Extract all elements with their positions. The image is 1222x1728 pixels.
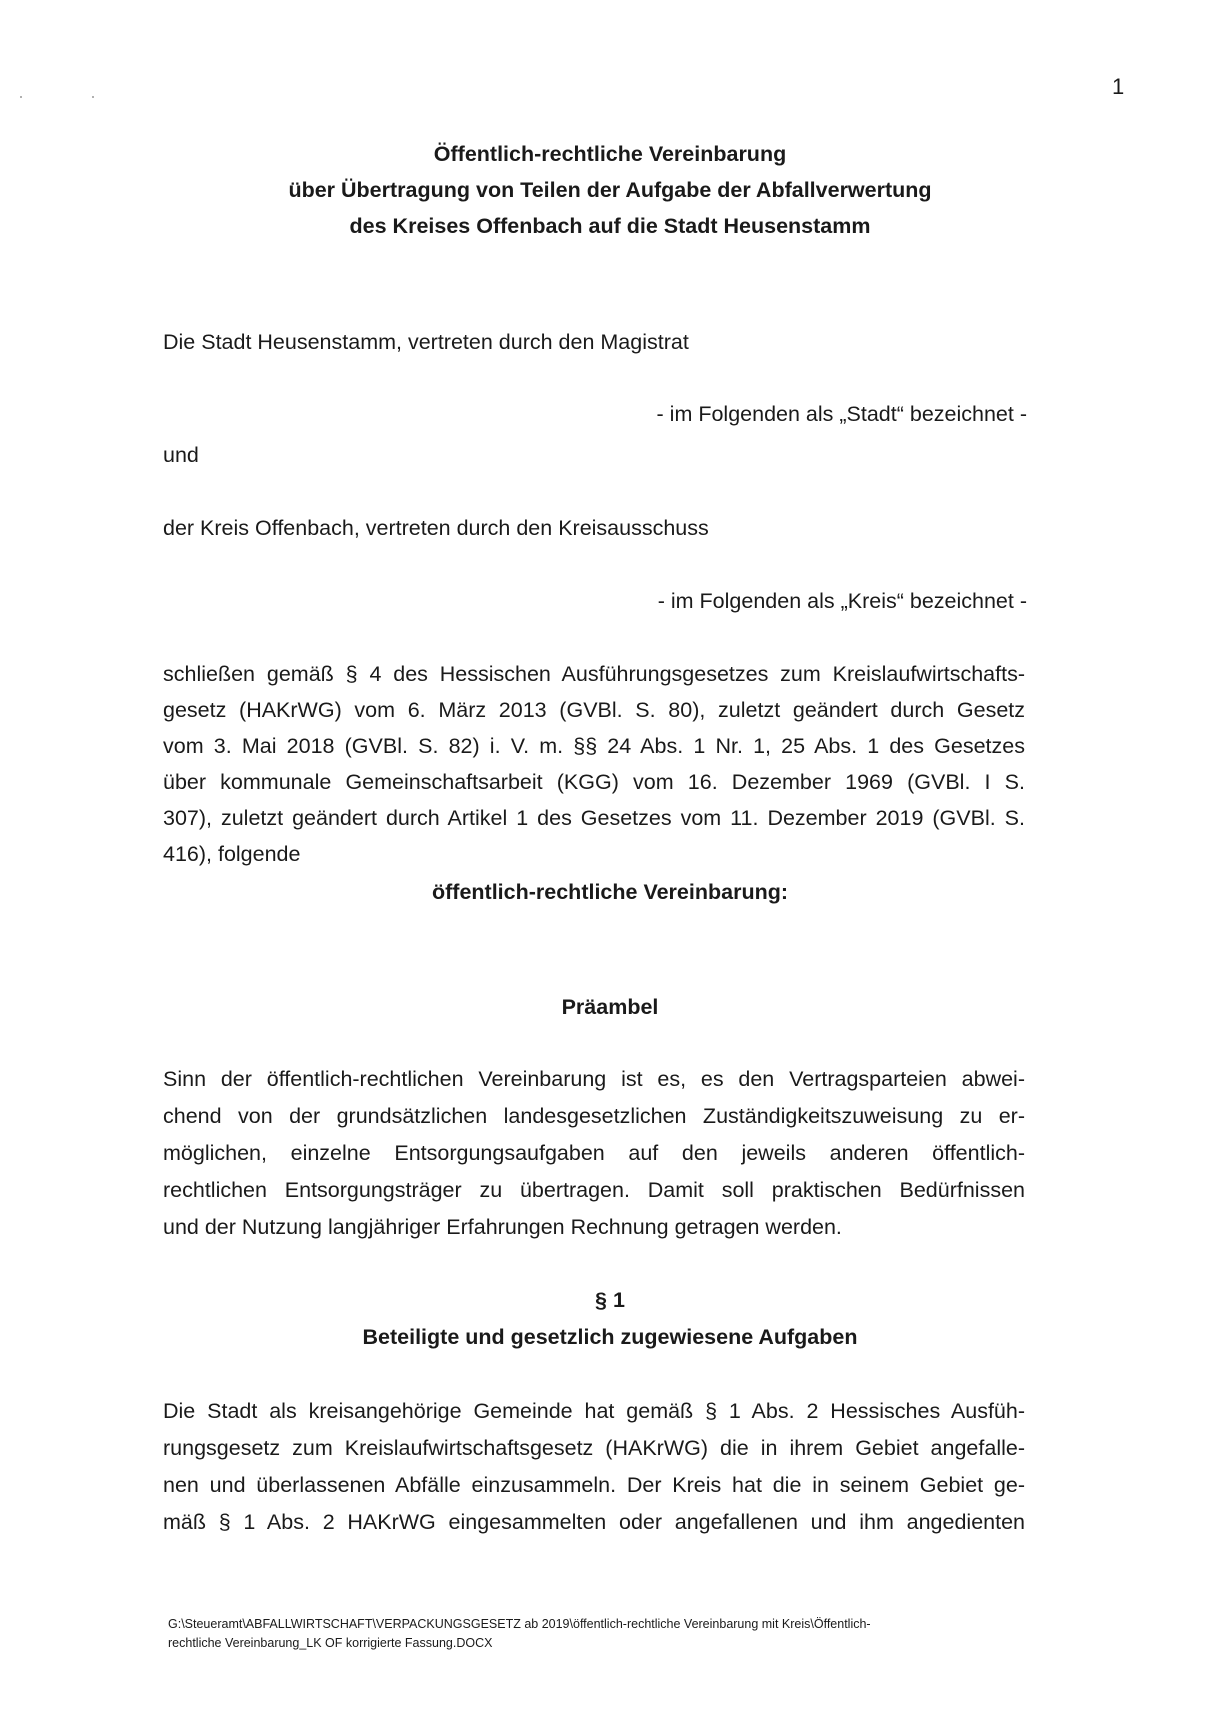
preamble-heading: Präambel [561, 995, 659, 1019]
intro-line: schließen gemäß § 4 des Hessischen Ausführungsgesetzes zum Kreislaufwirtschafts- [163, 662, 1025, 686]
section-number: § 1 [595, 1288, 625, 1312]
section-line: nen und überlassenen Abfälle einzusammeln. Der Kreis hat die in seinem Gebiet ge- [163, 1473, 1025, 1497]
agreement-heading: öffentlich-rechtliche Vereinbarung: [432, 880, 788, 904]
preamble-line: möglichen, einzelne Entsorgungsaufgaben auf den jeweils anderen öffentlich- [163, 1141, 1025, 1165]
page-number: 1 [1112, 74, 1125, 99]
intro-line: vom 3. Mai 2018 (GVBl. S. 82) i. V. m. §§ 24 Abs. 1 Nr. 1, 25 Abs. 1 des Gesetzes [163, 734, 1025, 758]
preamble-line: chend von der grundsätzlichen landesgesetzlichen Zuständigkeitszuweisung zu er- [163, 1104, 1025, 1128]
section-line: mäß § 1 Abs. 2 HAKrWG eingesammelten oder angefallenen und ihm angedienten [163, 1510, 1025, 1534]
document-title-line-2: über Übertragung von Teilen der Aufgabe der Abfallverwertung [288, 178, 932, 202]
intro-line: gesetz (HAKrWG) vom 6. März 2013 (GVBl. S. 80), zuletzt geändert durch Gesetz [163, 698, 1025, 722]
preamble-line: Sinn der öffentlich-rechtlichen Vereinbarung ist es, es den Vertragsparteien abwei- [163, 1067, 1025, 1091]
intro-line: 307), zuletzt geändert durch Artikel 1 des Gesetzes vom 11. Dezember 2019 (GVBl. S. [163, 806, 1025, 830]
document-title-line-1: Öffentlich-rechtliche Vereinbarung [433, 142, 787, 166]
footer-path-line-2: rechtliche Vereinbarung_LK OF korrigierte Fassung.DOCX [168, 1636, 493, 1650]
section-heading: Beteiligte und gesetzlich zugewiesene Aufgaben [362, 1325, 858, 1349]
scan-speck [92, 96, 94, 98]
preamble-line: und der Nutzung langjähriger Erfahrungen Rechnung getragen werden. [163, 1215, 842, 1239]
party1-line: Die Stadt Heusenstamm, vertreten durch den Magistrat [163, 330, 689, 354]
intro-line: über kommunale Gemeinschaftsarbeit (KGG) vom 16. Dezember 1969 (GVBl. I S. [163, 770, 1025, 794]
footer-path-line-1: G:\Steueramt\ABFALLWIRTSCHAFT\VERPACKUNGSGESETZ ab 2019\öffentlich-rechtliche Vereinbarung mit Kreis\Öffentlich- [168, 1617, 871, 1631]
party1-designation: - im Folgenden als „Stadt“ bezeichnet - [656, 402, 1027, 426]
party2-line: der Kreis Offenbach, vertreten durch den Kreisausschuss [163, 516, 709, 540]
und-text: und [163, 443, 199, 467]
section-line: Die Stadt als kreisangehörige Gemeinde hat gemäß § 1 Abs. 2 Hessisches Ausfüh- [163, 1399, 1025, 1423]
scan-speck [20, 96, 22, 98]
intro-line: 416), folgende [163, 842, 301, 866]
party2-designation: - im Folgenden als „Kreis“ bezeichnet - [657, 589, 1027, 613]
document-title-line-3: des Kreises Offenbach auf die Stadt Heusenstamm [349, 214, 871, 238]
section-line: rungsgesetz zum Kreislaufwirtschaftsgesetz (HAKrWG) die in ihrem Gebiet angefalle- [163, 1436, 1025, 1460]
preamble-line: rechtlichen Entsorgungsträger zu übertragen. Damit soll praktischen Bedürfnissen [163, 1178, 1025, 1202]
